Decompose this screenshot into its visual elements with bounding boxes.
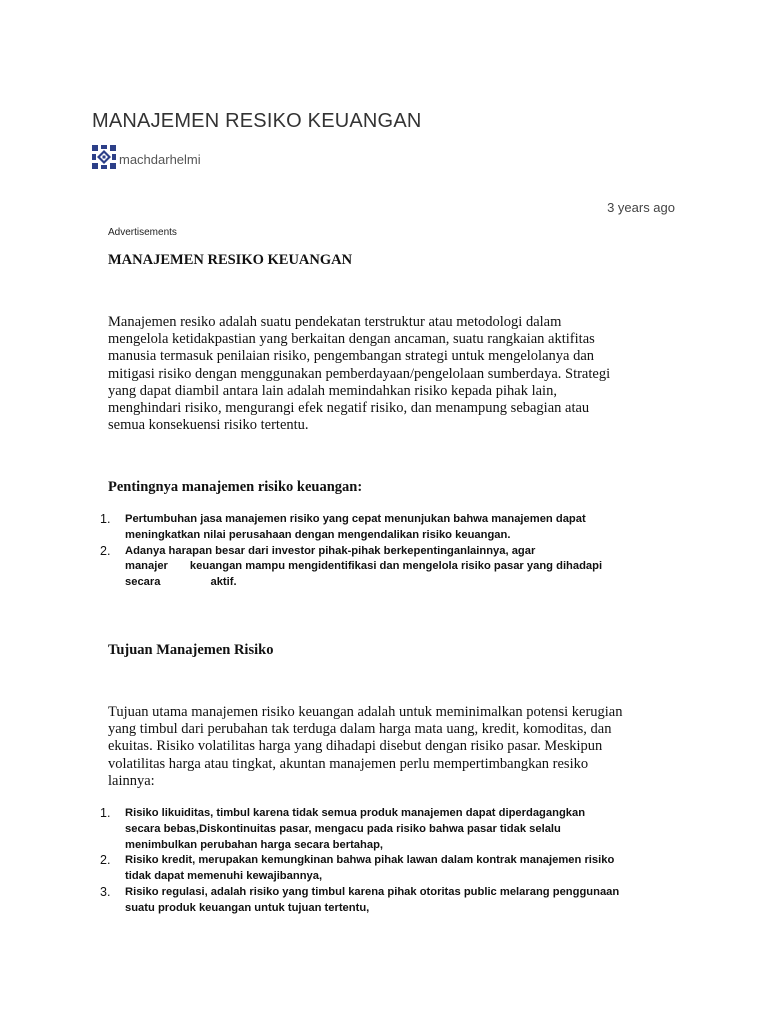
text-line: menghindari risiko, mengurangi efek negatif risiko, dan menampung sebagian atau <box>108 400 590 417</box>
text-line: Manajemen resiko adalah suatu pendekatan terstruktur atau metodologi dalam <box>108 314 562 330</box>
list-item <box>100 853 619 885</box>
purpose-heading: Tujuan Manajemen Risiko <box>108 642 274 658</box>
list-number: 1. <box>100 512 111 526</box>
text-line: mengelola ketidakpastian yang berkaitan dengan ancaman, suatu rangkaian aktifitas <box>108 331 595 348</box>
text-line: yang dapat diambil antara lain adalah memindahkan risiko kepada pihak lain, <box>108 382 557 399</box>
list-number: 1. <box>100 806 111 820</box>
list-number: 2. <box>100 853 111 868</box>
text-line <box>125 559 602 575</box>
text-line: mitigasi risiko dengan menggunakan pemberdayaan/pengelolaan sumberdaya. Strategi <box>108 365 611 382</box>
avatar-icon <box>92 145 116 169</box>
list-item <box>100 806 619 853</box>
intro-paragraph <box>108 314 668 434</box>
purpose-paragraph <box>108 704 668 790</box>
text-line: menimbulkan perubahan harga secara bertahap, <box>125 838 384 851</box>
text-line: Risiko likuiditas, timbul karena tidak semua produk manajemen dapat diperdagangkan <box>125 807 586 819</box>
text-fragment: manajer <box>125 560 168 573</box>
text-line: ekuitas. Risiko volatilitas harga yang dihadapi disebut dengan risiko pasar. Meskipun <box>108 738 603 755</box>
list-item <box>100 884 620 917</box>
risk-list <box>100 806 620 917</box>
list-number: 3. <box>100 884 111 899</box>
text-line: tidak dapat memenuhi kewajibannya, <box>125 870 323 883</box>
text-line: Risiko regulasi, adalah risiko yang timbul karena pihak otoritas public melarang penggunaan <box>125 885 620 898</box>
list-item <box>100 512 602 544</box>
post-timestamp: 3 years ago <box>607 200 675 215</box>
text-line: Tujuan utama manajemen risiko keuangan adalah untuk meminimalkan potensi kerugian <box>108 704 623 720</box>
list-item <box>100 543 603 591</box>
text-line: yang timbul dari perubahan tak terduga dalam harga mata uang, kredit, komoditas, dan <box>108 721 612 738</box>
author-byline[interactable] <box>92 145 201 169</box>
text-line: Adanya harapan besar dari investor pihak-pihak berkepentinganlainnya, agar <box>125 544 536 557</box>
text-line: volatilitas harga atau tingkat, akuntan manajemen perlu mempertimbangkan resiko <box>108 755 589 772</box>
importance-list <box>100 512 603 591</box>
text-line: suatu produk keuangan untuk tujuan tertentu, <box>125 901 370 914</box>
page-title: MANAJEMEN RESIKO KEUANGAN <box>92 110 422 132</box>
importance-heading: Pentingnya manajemen risiko keuangan: <box>108 479 363 495</box>
text-line: lainnya: <box>108 772 155 789</box>
text-fragment: keuangan mampu mengidentifikasi dan mengelola risiko pasar yang dihadapi <box>189 560 603 573</box>
advertisements-label: Advertisements <box>108 227 177 238</box>
text-line: secara bebas,Diskontinuitas pasar, mengacu pada risiko bahwa pasar tidak selalu <box>125 822 561 835</box>
text-line: Risiko kredit, merupakan kemungkinan bahwa pihak lawan dalam kontrak manajemen risiko <box>125 854 615 867</box>
text-fragment: aktif. <box>210 576 237 589</box>
list-number: 2. <box>100 543 111 558</box>
text-line: manusia termasuk penilaian risiko, pengembangan strategi untuk mengelolanya dan <box>108 348 595 365</box>
text-fragment: secara <box>125 576 161 589</box>
doc-heading: MANAJEMEN RESIKO KEUANGAN <box>108 252 353 268</box>
text-line: Pertumbuhan jasa manajemen risiko yang cepat menunjukan bahwa manajemen dapat <box>125 513 586 525</box>
text-line <box>125 575 602 591</box>
text-line: semua konsekuensi risiko tertentu. <box>108 417 309 434</box>
author-name[interactable]: machdarhelmi <box>119 152 201 167</box>
text-line: meningkatkan nilai perusahaan dengan mengendalikan risiko keuangan. <box>125 528 511 541</box>
